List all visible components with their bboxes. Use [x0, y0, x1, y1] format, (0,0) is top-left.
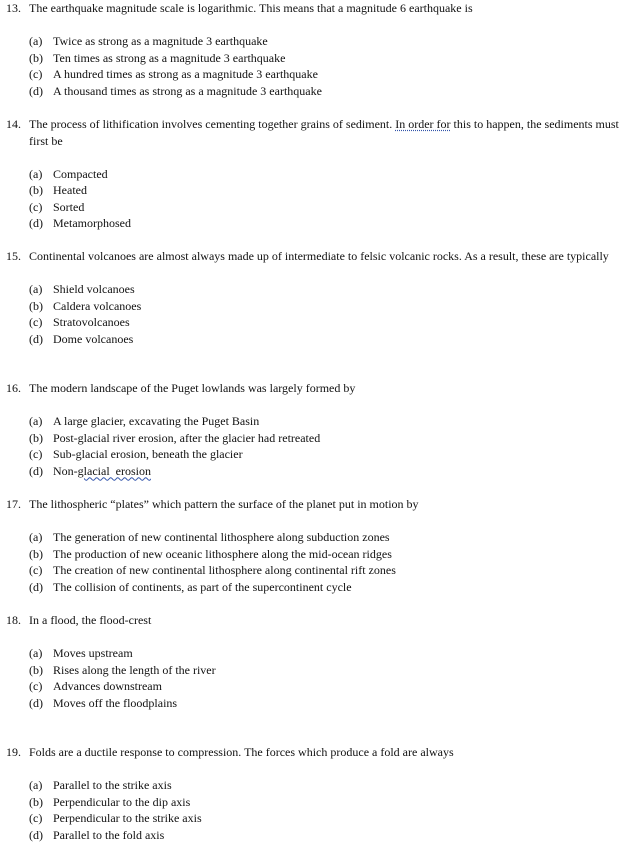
option-letter: (a) — [29, 34, 43, 48]
question-16 — [6, 380, 631, 479]
question-stem — [6, 0, 631, 17]
option-c — [29, 446, 631, 463]
question-text: The lithospheric “plates” which pattern the surface of the planet put in motion by — [29, 497, 419, 511]
option-letter: (d) — [29, 579, 43, 594]
option-letter: (a) — [29, 646, 43, 660]
question-number: 18. — [6, 613, 21, 627]
option-text: The creation of new continental lithosphere along continental rift zones — [53, 563, 396, 577]
question-number: 17. — [6, 497, 21, 511]
option-text: Parallel to the fold axis — [53, 827, 165, 842]
option-text: The production of new oceanic lithosphere along the mid-ocean ridges — [53, 546, 392, 561]
option-letter: (d) — [29, 331, 43, 346]
option-d — [29, 83, 631, 100]
option-text-start: Non- — [53, 463, 78, 478]
question-number: 13. — [6, 1, 21, 15]
option-letter: (b) — [29, 546, 43, 561]
question-text: Folds are a ductile response to compression. The forces which produce a fold are always — [29, 745, 454, 759]
option-a — [29, 281, 631, 298]
option-letter: (a) — [29, 166, 43, 181]
option-b — [29, 430, 631, 447]
answer-options — [6, 529, 631, 595]
question-number: 14. — [6, 117, 21, 131]
option-text: Sorted — [53, 199, 85, 214]
question-text-end: this to happen, the sediments must first be — [29, 117, 619, 148]
question-number: 15. — [6, 249, 21, 263]
option-b — [29, 182, 631, 199]
question-stem — [6, 496, 631, 513]
option-text: Ten times as strong as a magnitude 3 earthquake — [53, 50, 286, 65]
question-number: 19. — [6, 745, 21, 759]
answer-options — [6, 281, 631, 347]
option-letter: (b) — [29, 183, 43, 197]
option-letter: (a) — [29, 414, 43, 428]
option-letter: (b) — [29, 50, 43, 65]
question-number: 16. — [6, 381, 21, 395]
question-stem — [6, 248, 631, 265]
question-15 — [6, 248, 631, 347]
option-text: The generation of new continental lithosphere along subduction zones — [53, 530, 390, 544]
option-d — [29, 331, 631, 348]
answer-options — [6, 413, 631, 479]
option-letter: (c) — [29, 315, 43, 329]
option-letter: (c) — [29, 447, 43, 461]
option-letter: (d) — [29, 695, 43, 710]
option-letter: (a) — [29, 778, 43, 792]
option-text: Moves upstream — [53, 646, 133, 660]
option-text: Metamorphosed — [53, 216, 131, 230]
question-13 — [6, 0, 631, 99]
option-text: A thousand times as strong as a magnitude 3 earthquake — [53, 83, 322, 98]
question-text: In a flood, the flood-crest — [29, 613, 152, 627]
option-a — [29, 645, 631, 662]
option-letter: (c) — [29, 199, 43, 214]
option-letter: (a) — [29, 530, 43, 544]
question-stem — [6, 744, 631, 761]
option-letter: (d) — [29, 463, 43, 478]
option-letter: (c) — [29, 679, 43, 693]
option-text: Dome volcanoes — [53, 331, 134, 346]
option-a — [29, 413, 631, 430]
answer-options — [6, 777, 631, 843]
question-text: Continental volcanoes are almost always made up of intermediate to felsic volcanic rocks. As a result, these are typically — [29, 249, 609, 263]
option-c — [29, 678, 631, 695]
question-stem — [6, 380, 631, 397]
option-text: Twice as strong as a magnitude 3 earthquake — [53, 34, 268, 48]
option-text: Caldera volcanoes — [53, 298, 142, 313]
answer-options — [6, 645, 631, 711]
option-text: Moves off the floodplains — [53, 695, 178, 710]
option-d — [29, 215, 631, 232]
option-text: Shield volcanoes — [53, 282, 135, 296]
option-letter: (b) — [29, 430, 43, 445]
option-a — [29, 777, 631, 794]
option-d — [29, 463, 631, 480]
option-c — [29, 810, 631, 827]
option-d — [29, 827, 631, 844]
option-text: Rises along the length of the river — [53, 662, 216, 677]
option-letter: (c) — [29, 67, 43, 81]
option-d — [29, 579, 631, 596]
option-c — [29, 199, 631, 216]
option-text: Stratovolcanoes — [53, 315, 130, 329]
option-b — [29, 546, 631, 563]
question-text: The earthquake magnitude scale is logarithmic. This means that a magnitude 6 earthquake is — [29, 1, 473, 15]
option-letter: (c) — [29, 811, 43, 825]
option-b — [29, 662, 631, 679]
question-text: The modern landscape of the Puget lowlands was largely formed by — [29, 381, 356, 395]
option-text: Parallel to the strike axis — [53, 778, 172, 792]
question-14 — [6, 116, 631, 232]
option-d — [29, 695, 631, 712]
option-a — [29, 33, 631, 50]
option-text: Perpendicular to the dip axis — [53, 794, 191, 809]
option-text: Compacted — [53, 166, 108, 181]
option-c — [29, 314, 631, 331]
question-text-start: The process of lithification involves cementing together grains of sediment. — [29, 117, 396, 131]
option-letter: (a) — [29, 282, 43, 296]
grammar-marked-phrase: In order for — [395, 117, 451, 131]
option-text: Heated — [53, 183, 87, 197]
question-18 — [6, 612, 631, 711]
option-text: Advances downstream — [53, 679, 162, 693]
spellcheck-marked-phrase: glacial erosion — [77, 463, 151, 478]
option-c — [29, 66, 631, 83]
option-text: Sub-glacial erosion, beneath the glacier — [53, 447, 243, 461]
option-c — [29, 562, 631, 579]
option-text: Post-glacial river erosion, after the glacier had retreated — [53, 430, 321, 445]
question-19 — [6, 744, 631, 843]
option-text: A large glacier, excavating the Puget Basin — [53, 414, 260, 428]
option-letter: (b) — [29, 298, 43, 313]
option-b — [29, 50, 631, 67]
option-letter: (b) — [29, 794, 43, 809]
option-a — [29, 529, 631, 546]
option-letter: (c) — [29, 563, 43, 577]
option-letter: (d) — [29, 827, 43, 842]
question-17 — [6, 496, 631, 595]
option-text: A hundred times as strong as a magnitude 3 earthquake — [53, 67, 318, 81]
option-text: The collision of continents, as part of the supercontinent cycle — [53, 579, 352, 594]
answer-options — [6, 33, 631, 99]
question-stem — [6, 612, 631, 629]
option-letter: (d) — [29, 83, 43, 98]
question-stem — [6, 116, 631, 149]
option-b — [29, 298, 631, 315]
option-letter: (d) — [29, 216, 43, 230]
option-b — [29, 794, 631, 811]
option-letter: (b) — [29, 662, 43, 677]
option-text: Perpendicular to the strike axis — [53, 811, 202, 825]
answer-options — [6, 166, 631, 232]
option-a — [29, 166, 631, 183]
